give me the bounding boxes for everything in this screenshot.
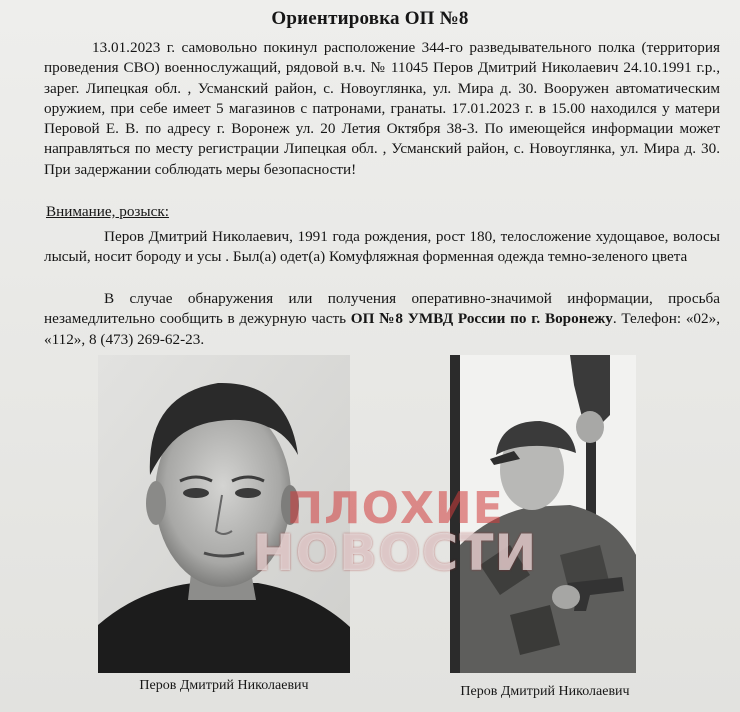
news-watermark (245, 483, 545, 582)
contact-phones: . Телефон: «02», «112», 8 (473) 269-62-23. (44, 310, 720, 348)
description-paragraph: Перов Дмитрий Николаевич, 1991 года рождения, рост 180, телосложение худощавое, волосы лысый, носит бороду и усы . Был(а) одет(а) Комуфляжная форменная одежда темно-зеленого цвета (44, 228, 720, 266)
police-department: ОП №8 УМВД России по г. Воронежу (350, 310, 613, 328)
document-title: Ориентировка ОП №8 (271, 8, 469, 29)
watermark-line1: ПЛОХИЕ (286, 483, 504, 534)
portrait-caption: Перов Дмитрий Николаевич (139, 678, 309, 693)
contact-text-start: В случае обнаружения или получения оперативно-значимой информации, просьба незамедлительно сообщить в дежурную часть (44, 290, 720, 328)
contact-paragraph (44, 289, 720, 350)
incident-paragraph: 13.01.2023 г. самовольно покинул расположение 344-го разведывательного полка (территория проведения СВО) военнослужащий, рядовой в.ч. № 11045 Перов Дмитрий Николаевич 24.10.1991 г.р., зарег. Липецкая обл. , Усманский район, с. Новоуглянка, ул. Мира д. 30. Вооружен автоматическим оружием, при себе имеет 5 магазинов с патронами, гранаты. 17.01.2023 г. в 15.00 находился у матери Перовой Е. В. по адресу г. Воронеж ул. 20 Летия Октября 38-3. По имеющейся информации может направляться по месту регистрации Липецкая обл. , Усманский район, с. Новоуглянка, ул. Мира д. 30. При задержании соблюдать меры безопасности! (44, 39, 720, 178)
wanted-heading: Внимание, розыск: (46, 203, 169, 220)
soldier-caption: Перов Дмитрий Николаевич (460, 684, 630, 699)
watermark-line2: НОВОСТИ (252, 523, 538, 582)
